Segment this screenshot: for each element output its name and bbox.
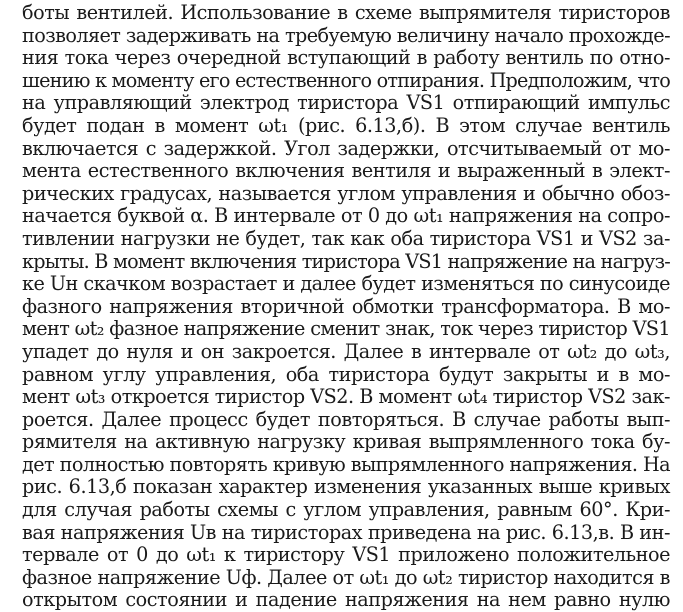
text-line: на управляющий электрод тиристора VS1 отпирающий импульс: [22, 91, 670, 115]
text-line: включается с задержкой. Угол задержки, отсчитываемый от мо-: [22, 136, 670, 160]
text-line: позволяет задерживать на требуемую величину начало прохожде-: [22, 23, 670, 47]
text-line: тивлении нагрузки не будет, так как оба тиристора VS1 и VS2 за-: [22, 226, 670, 250]
text-line: рямителя на активную нагрузку кривая выпрямленного тока бу-: [22, 430, 670, 454]
text-line: ния тока через очередной вступающий в работу вентиль по отно-: [22, 46, 670, 70]
text-line: мент ωt₂ фазное напряжение сменит знак, ток через тиристор VS1: [22, 317, 670, 341]
text-line: мента естественного включения вентиля и выраженный в элект-: [22, 159, 670, 183]
text-line: роется. Далее процесс будет повторяться. В случае работы вып-: [22, 407, 670, 431]
text-line: для случая работы схемы с углом управления, равным 60°. Кри-: [22, 498, 670, 522]
text-line: крыты. В момент включения тиристора VS1 напряжение на нагруз-: [22, 249, 670, 273]
text-line: тервале от 0 до ωt₁ к тиристору VS1 приложено положительное: [22, 543, 670, 567]
document-page: [22, 2, 670, 612]
text-line: фазное напряжение Uф. Далее от ωt₁ до ωt₂ тиристор находится в: [22, 565, 670, 589]
text-line: боты вентилей. Использование в схеме выпрямителя тиристоров: [22, 1, 670, 24]
text-line: рис. 6.13,б показан характер изменения указанных выше кривых: [22, 475, 670, 499]
text-line: шению к моменту его естественного отпирания. Предположим, что: [22, 68, 670, 92]
text-line: открытом состоянии и падение напряжения на нем равно нулю: [22, 588, 670, 612]
text-line: упадет до нуля и он закроется. Далее в интервале от ωt₂ до ωt₃,: [22, 339, 670, 363]
text-line: дет полностью повторять кривую выпрямленного напряжения. На: [22, 452, 670, 476]
text-line: рических градусах, называется углом управления и обычно обоз-: [22, 181, 670, 205]
text-line: начается буквой α. В интервале от 0 до ωt₁ напряжения на сопро-: [22, 204, 670, 228]
text-line: вая напряжения Uв на тиристорах приведена на рис. 6.13,в. В ин-: [22, 520, 670, 544]
text-line: ке Uн скачком возрастает и далее будет изменяться по синусоиде: [22, 272, 670, 296]
text-line: равном углу управления, оба тиристора будут закрыты и в мо-: [22, 362, 670, 386]
text-line: будет подан в момент ωt₁ (рис. 6.13,б). В этом случае вентиль: [22, 113, 670, 137]
text-line: мент ωt₃ откроется тиристор VS2. В момент ωt₄ тиристор VS2 зак-: [22, 385, 670, 409]
text-line: фазного напряжения вторичной обмотки трансформатора. В мо-: [22, 294, 670, 318]
